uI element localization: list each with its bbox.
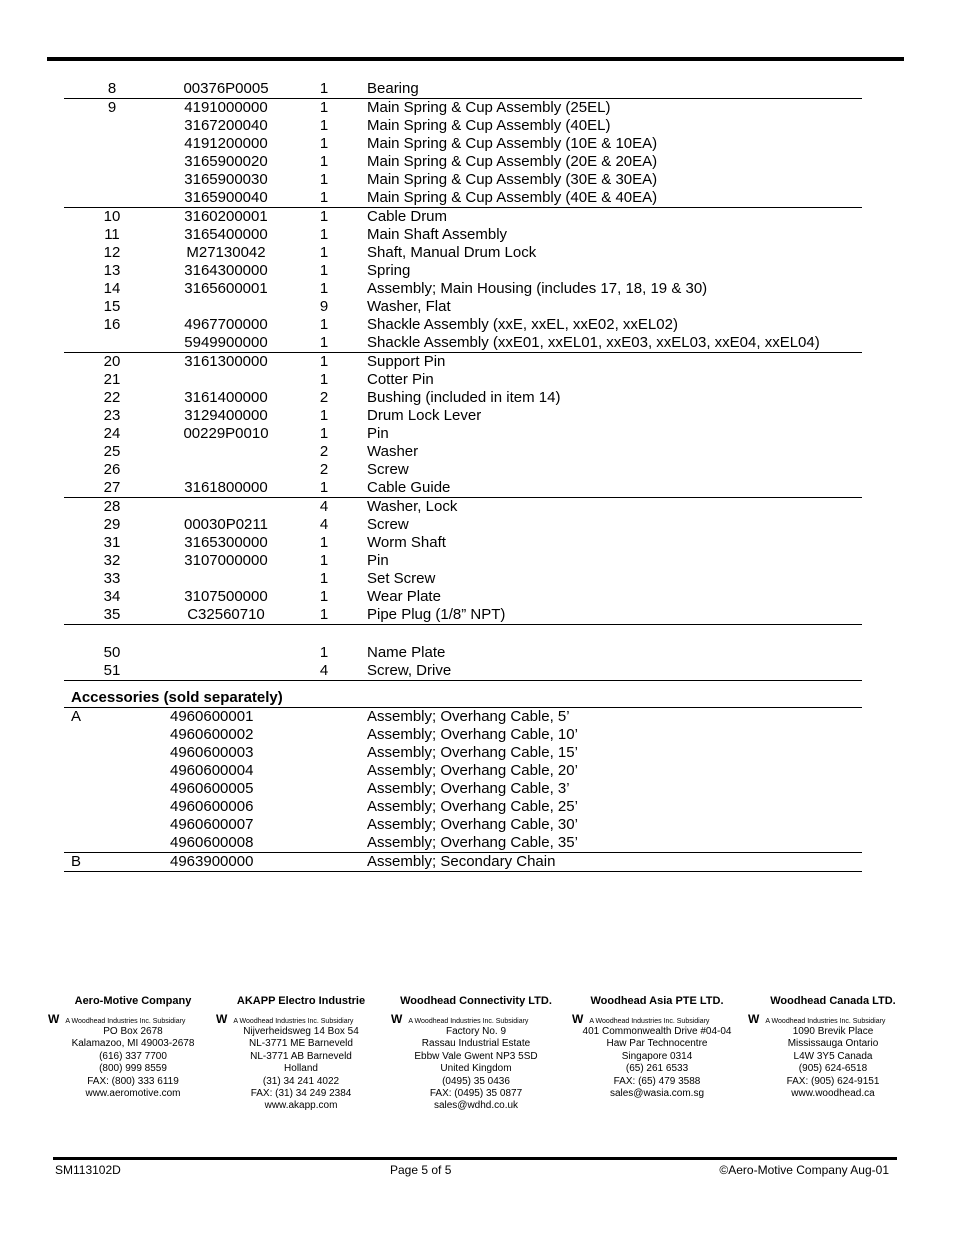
item-number: 20 bbox=[103, 353, 121, 370]
description: Main Spring & Cup Assembly (25EL) bbox=[367, 99, 611, 116]
address-line: (0495) 35 0436 bbox=[442, 1075, 510, 1087]
part-number: 4191200000 bbox=[184, 135, 268, 152]
woodhead-logo-icon: W bbox=[216, 1012, 228, 1026]
address-line: sales@wasia.com.sg bbox=[609, 1088, 705, 1100]
subsidiary-text: A Woodhead Industries Inc. Subsidiary bbox=[408, 1018, 529, 1025]
address-line: (800) 999 8559 bbox=[99, 1063, 167, 1075]
item-number: 31 bbox=[103, 534, 121, 551]
description: Pin bbox=[367, 552, 389, 569]
table-row bbox=[64, 588, 862, 606]
accessory-group bbox=[64, 853, 862, 872]
company-name: Woodhead Asia PTE LTD. bbox=[590, 995, 724, 1007]
table-row bbox=[64, 389, 862, 407]
description: Spring bbox=[367, 262, 411, 279]
item-number: 51 bbox=[103, 662, 121, 679]
table-row bbox=[64, 226, 862, 244]
address-line: FAX: (905) 624-9151 bbox=[786, 1075, 880, 1087]
parts-groups bbox=[64, 80, 862, 681]
table-row bbox=[64, 208, 862, 226]
part-number: 5949900000 bbox=[184, 334, 268, 351]
quantity: 1 bbox=[319, 570, 329, 587]
item-number: 23 bbox=[103, 407, 121, 424]
description: Assembly; Overhang Cable, 10’ bbox=[367, 726, 578, 743]
description: Worm Shaft bbox=[367, 534, 446, 551]
part-number: 3107000000 bbox=[184, 552, 268, 569]
description: Assembly; Overhang Cable, 5’ bbox=[367, 708, 570, 725]
quantity: 4 bbox=[319, 498, 329, 515]
part-number: 4960600006 bbox=[170, 798, 254, 815]
quantity: 4 bbox=[319, 662, 329, 679]
address-line: www.akapp.com bbox=[264, 1100, 338, 1112]
description: Assembly; Secondary Chain bbox=[367, 853, 556, 870]
address-line: PO Box 2678 bbox=[103, 1026, 163, 1037]
item-number: 28 bbox=[103, 498, 121, 515]
item-number: 32 bbox=[103, 552, 121, 569]
description: Main Shaft Assembly bbox=[367, 226, 508, 243]
address-line: United Kingdom bbox=[440, 1063, 512, 1075]
address-line: 401 Commonwealth Drive #04-04 bbox=[582, 1026, 732, 1037]
description: Assembly; Overhang Cable, 35’ bbox=[367, 834, 578, 851]
description: Shackle Assembly (xxE01, xxEL01, xxE03, xxEL03, xxE04, xxEL04) bbox=[367, 334, 820, 351]
description: Cotter Pin bbox=[367, 371, 434, 388]
item-number: 21 bbox=[103, 371, 121, 388]
part-number: 3161300000 bbox=[184, 353, 268, 370]
description: Assembly; Overhang Cable, 20’ bbox=[367, 762, 578, 779]
part-number: 4960600002 bbox=[170, 726, 254, 743]
subsidiary-line bbox=[572, 1014, 742, 1025]
quantity: 1 bbox=[319, 479, 329, 496]
part-number: 3160200001 bbox=[184, 208, 268, 225]
quantity: 1 bbox=[319, 262, 329, 279]
bottom-rule bbox=[53, 1157, 897, 1160]
part-number: M27130042 bbox=[186, 244, 266, 261]
company-block bbox=[572, 994, 742, 1100]
item-number: 16 bbox=[103, 316, 121, 333]
description: Pipe Plug (1/8” NPT) bbox=[367, 606, 506, 623]
item-number: 34 bbox=[103, 588, 121, 605]
description: Cable Guide bbox=[367, 479, 451, 496]
description: Washer bbox=[367, 443, 419, 460]
item-number: 15 bbox=[103, 298, 121, 315]
item-number: 24 bbox=[103, 425, 121, 442]
address-line: Factory No. 9 bbox=[445, 1026, 507, 1037]
description: Screw bbox=[367, 461, 409, 478]
address-line: (616) 337 7700 bbox=[99, 1050, 167, 1062]
table-row bbox=[64, 135, 862, 153]
table-row bbox=[64, 407, 862, 425]
part-number: 4960600007 bbox=[170, 816, 254, 833]
parts-group bbox=[64, 208, 862, 353]
quantity: 1 bbox=[319, 425, 329, 442]
quantity: 1 bbox=[319, 171, 329, 188]
item-number: 50 bbox=[103, 644, 121, 661]
quantity: 1 bbox=[319, 588, 329, 605]
address-line: NL-3771 ME Barneveld bbox=[249, 1038, 353, 1050]
address-line: (905) 624-6518 bbox=[798, 1063, 868, 1075]
table-row bbox=[64, 662, 862, 680]
item-number: 27 bbox=[103, 479, 121, 496]
description: Assembly; Overhang Cable, 15’ bbox=[367, 744, 578, 761]
part-number: 00376P0005 bbox=[183, 80, 269, 97]
parts-list-table bbox=[64, 80, 862, 872]
table-row bbox=[64, 570, 862, 588]
table-row bbox=[64, 280, 862, 298]
table-row bbox=[64, 189, 862, 207]
subsidiary-text: A Woodhead Industries Inc. Subsidiary bbox=[65, 1018, 186, 1025]
top-rule bbox=[47, 57, 904, 61]
table-row bbox=[64, 479, 862, 497]
part-number: 3165300000 bbox=[184, 534, 268, 551]
quantity: 1 bbox=[319, 117, 329, 134]
subsidiary-line bbox=[48, 1014, 218, 1025]
item-letter: A bbox=[71, 708, 82, 725]
table-row bbox=[64, 798, 862, 816]
part-number: 4960600001 bbox=[170, 708, 254, 725]
quantity: 1 bbox=[319, 80, 329, 97]
item-number: 9 bbox=[107, 99, 117, 116]
address-line: FAX: (0495) 35 0877 bbox=[429, 1088, 523, 1100]
quantity: 2 bbox=[319, 443, 329, 460]
subsidiary-line bbox=[748, 1014, 918, 1025]
company-address bbox=[391, 1026, 561, 1113]
table-row bbox=[64, 153, 862, 171]
table-row bbox=[64, 80, 862, 98]
table-row bbox=[64, 117, 862, 135]
table-row bbox=[64, 534, 862, 552]
table-row bbox=[64, 780, 862, 798]
subsidiary-text: A Woodhead Industries Inc. Subsidiary bbox=[233, 1018, 354, 1025]
quantity: 1 bbox=[319, 534, 329, 551]
item-number: 12 bbox=[103, 244, 121, 261]
description: Support Pin bbox=[367, 353, 446, 370]
item-number: 22 bbox=[103, 389, 121, 406]
quantity: 1 bbox=[319, 353, 329, 370]
table-row bbox=[64, 726, 862, 744]
part-number: 3167200040 bbox=[184, 117, 268, 134]
parts-group bbox=[64, 80, 862, 99]
address-line: NL-3771 AB Barneveld bbox=[250, 1050, 352, 1062]
description: Main Spring & Cup Assembly (20E & 20EA) bbox=[367, 153, 658, 170]
address-line: sales@wdhd.co.uk bbox=[433, 1100, 519, 1112]
part-number: 3161800000 bbox=[184, 479, 268, 496]
item-number: 35 bbox=[103, 606, 121, 623]
part-number: 4960600008 bbox=[170, 834, 254, 851]
description: Shackle Assembly (xxE, xxEL, xxE02, xxEL02) bbox=[367, 316, 678, 333]
table-row bbox=[64, 644, 862, 662]
company-block bbox=[48, 994, 218, 1100]
part-number: 3165900030 bbox=[184, 171, 268, 188]
table-row bbox=[64, 853, 862, 871]
company-block bbox=[216, 994, 386, 1113]
item-letter: B bbox=[71, 853, 82, 870]
woodhead-logo-icon: W bbox=[48, 1012, 60, 1026]
table-row bbox=[64, 244, 862, 262]
table-row bbox=[64, 425, 862, 443]
table-row bbox=[64, 171, 862, 189]
company-address bbox=[748, 1026, 918, 1100]
company-name: Woodhead Connectivity LTD. bbox=[400, 995, 552, 1007]
part-number: 3165900040 bbox=[184, 189, 268, 206]
subsidiary-line bbox=[391, 1014, 561, 1025]
company-name: Woodhead Canada LTD. bbox=[770, 995, 896, 1007]
accessories-heading: Accessories (sold separately) bbox=[64, 689, 862, 708]
parts-group bbox=[64, 625, 862, 681]
address-line: Nijverheidsweg 14 Box 54 bbox=[243, 1026, 359, 1037]
address-line: 1090 Brevik Place bbox=[792, 1026, 874, 1037]
woodhead-logo-icon: W bbox=[572, 1012, 584, 1026]
address-line: Kalamazoo, MI 49003-2678 bbox=[71, 1038, 195, 1050]
description: Bearing bbox=[367, 80, 419, 97]
address-line: FAX: (65) 479 3588 bbox=[613, 1075, 701, 1087]
description: Assembly; Overhang Cable, 3’ bbox=[367, 780, 570, 797]
description: Assembly; Overhang Cable, 30’ bbox=[367, 816, 578, 833]
page-number: Page 5 of 5 bbox=[390, 1163, 452, 1177]
table-row bbox=[64, 371, 862, 389]
address-line: www.aeromotive.com bbox=[85, 1088, 181, 1100]
part-number: 00229P0010 bbox=[183, 425, 269, 442]
document-number: SM113102D bbox=[55, 1163, 121, 1177]
quantity: 1 bbox=[319, 226, 329, 243]
parts-group bbox=[64, 498, 862, 625]
table-row bbox=[64, 606, 862, 624]
quantity: 1 bbox=[319, 280, 329, 297]
woodhead-logo-icon: W bbox=[748, 1012, 760, 1026]
accessory-groups bbox=[64, 708, 862, 872]
address-line: L4W 3Y5 Canada bbox=[793, 1050, 873, 1062]
table-row bbox=[64, 708, 862, 726]
quantity: 1 bbox=[319, 244, 329, 261]
table-row bbox=[64, 744, 862, 762]
item-number: 29 bbox=[103, 516, 121, 533]
address-line: Haw Par Technocentre bbox=[606, 1038, 708, 1050]
description: Main Spring & Cup Assembly (40EL) bbox=[367, 117, 611, 134]
item-number: 33 bbox=[103, 570, 121, 587]
copyright: ©Aero-Motive Company Aug-01 bbox=[719, 1163, 889, 1177]
part-number: 3164300000 bbox=[184, 262, 268, 279]
address-line: Holland bbox=[284, 1063, 318, 1075]
table-row bbox=[64, 443, 862, 461]
table-row bbox=[64, 516, 862, 534]
quantity: 1 bbox=[319, 135, 329, 152]
part-number: 4960600003 bbox=[170, 744, 254, 761]
address-line: Singapore 0314 bbox=[621, 1050, 693, 1062]
company-name: AKAPP Electro Industrie bbox=[236, 995, 366, 1007]
item-number: 8 bbox=[107, 80, 117, 97]
quantity: 1 bbox=[319, 371, 329, 388]
quantity: 1 bbox=[319, 208, 329, 225]
address-line: Ebbw Vale Gwent NP3 5SD bbox=[414, 1050, 538, 1062]
company-block bbox=[391, 994, 561, 1113]
description: Wear Plate bbox=[367, 588, 441, 605]
company-block bbox=[748, 994, 918, 1100]
address-line: FAX: (31) 34 249 2384 bbox=[250, 1088, 352, 1100]
quantity: 1 bbox=[319, 407, 329, 424]
table-row bbox=[64, 498, 862, 516]
table-row bbox=[64, 316, 862, 334]
row-spacer bbox=[64, 625, 862, 644]
description: Main Spring & Cup Assembly (40E & 40EA) bbox=[367, 189, 658, 206]
table-row bbox=[64, 816, 862, 834]
part-number: 4967700000 bbox=[184, 316, 268, 333]
subsidiary-line bbox=[216, 1014, 386, 1025]
table-row bbox=[64, 353, 862, 371]
part-number: 3165900020 bbox=[184, 153, 268, 170]
description: Washer, Flat bbox=[367, 298, 451, 315]
part-number: 3129400000 bbox=[184, 407, 268, 424]
company-name: Aero-Motive Company bbox=[74, 995, 192, 1007]
description: Screw bbox=[367, 516, 409, 533]
table-row bbox=[64, 334, 862, 352]
table-row bbox=[64, 99, 862, 117]
quantity: 1 bbox=[319, 316, 329, 333]
part-number: C32560710 bbox=[187, 606, 265, 623]
company-address bbox=[48, 1026, 218, 1100]
description: Pin bbox=[367, 425, 389, 442]
item-number: 11 bbox=[104, 226, 120, 243]
quantity: 1 bbox=[319, 189, 329, 206]
part-number: 4191000000 bbox=[184, 99, 268, 116]
description: Assembly; Overhang Cable, 25’ bbox=[367, 798, 578, 815]
quantity: 1 bbox=[319, 606, 329, 623]
item-number: 10 bbox=[103, 208, 121, 225]
description: Shaft, Manual Drum Lock bbox=[367, 244, 537, 261]
description: Bushing (included in item 14) bbox=[367, 389, 561, 406]
parts-group bbox=[64, 353, 862, 498]
address-line: Rassau Industrial Estate bbox=[421, 1038, 531, 1050]
quantity: 1 bbox=[319, 99, 329, 116]
item-number: 25 bbox=[103, 443, 121, 460]
item-number: 14 bbox=[103, 280, 121, 297]
part-number: 00030P0211 bbox=[184, 516, 268, 533]
quantity: 1 bbox=[319, 334, 329, 351]
item-number: 26 bbox=[103, 461, 121, 478]
description: Drum Lock Lever bbox=[367, 407, 482, 424]
table-row bbox=[64, 461, 862, 479]
quantity: 9 bbox=[319, 298, 329, 315]
table-row bbox=[64, 262, 862, 280]
address-line: FAX: (800) 333 6119 bbox=[87, 1075, 179, 1087]
woodhead-logo-icon: W bbox=[391, 1012, 403, 1026]
description: Main Spring & Cup Assembly (10E & 10EA) bbox=[367, 135, 658, 152]
description: Assembly; Main Housing (includes 17, 18, 19 & 30) bbox=[367, 280, 708, 297]
accessory-group bbox=[64, 708, 862, 853]
table-row bbox=[64, 762, 862, 780]
part-number: 3107500000 bbox=[184, 588, 268, 605]
table-row bbox=[64, 834, 862, 852]
subsidiary-text: A Woodhead Industries Inc. Subsidiary bbox=[589, 1018, 710, 1025]
part-number: 4960600005 bbox=[170, 780, 254, 797]
address-line: (31) 34 241 4022 bbox=[262, 1075, 340, 1087]
quantity: 2 bbox=[319, 461, 329, 478]
description: Name Plate bbox=[367, 644, 446, 661]
subsidiary-text: A Woodhead Industries Inc. Subsidiary bbox=[765, 1018, 886, 1025]
table-row bbox=[64, 552, 862, 570]
description: Washer, Lock bbox=[367, 498, 458, 515]
quantity: 1 bbox=[319, 644, 329, 661]
quantity: 1 bbox=[319, 552, 329, 569]
description: Cable Drum bbox=[367, 208, 448, 225]
parts-group bbox=[64, 99, 862, 208]
item-number: 13 bbox=[103, 262, 121, 279]
quantity: 1 bbox=[319, 153, 329, 170]
description: Set Screw bbox=[367, 570, 436, 587]
table-row bbox=[64, 298, 862, 316]
description: Main Spring & Cup Assembly (30E & 30EA) bbox=[367, 171, 658, 188]
part-number: 4963900000 bbox=[170, 853, 254, 870]
address-line: Mississauga Ontario bbox=[787, 1038, 879, 1050]
address-line: www.woodhead.ca bbox=[791, 1088, 875, 1100]
part-number: 3165600001 bbox=[184, 280, 268, 297]
address-line: (65) 261 6533 bbox=[625, 1063, 689, 1075]
part-number: 3165400000 bbox=[184, 226, 268, 243]
quantity: 4 bbox=[319, 516, 329, 533]
company-address bbox=[572, 1026, 742, 1100]
quantity: 2 bbox=[319, 389, 329, 406]
part-number: 4960600004 bbox=[170, 762, 254, 779]
description: Screw, Drive bbox=[367, 662, 452, 679]
company-address bbox=[216, 1026, 386, 1113]
part-number: 3161400000 bbox=[184, 389, 268, 406]
